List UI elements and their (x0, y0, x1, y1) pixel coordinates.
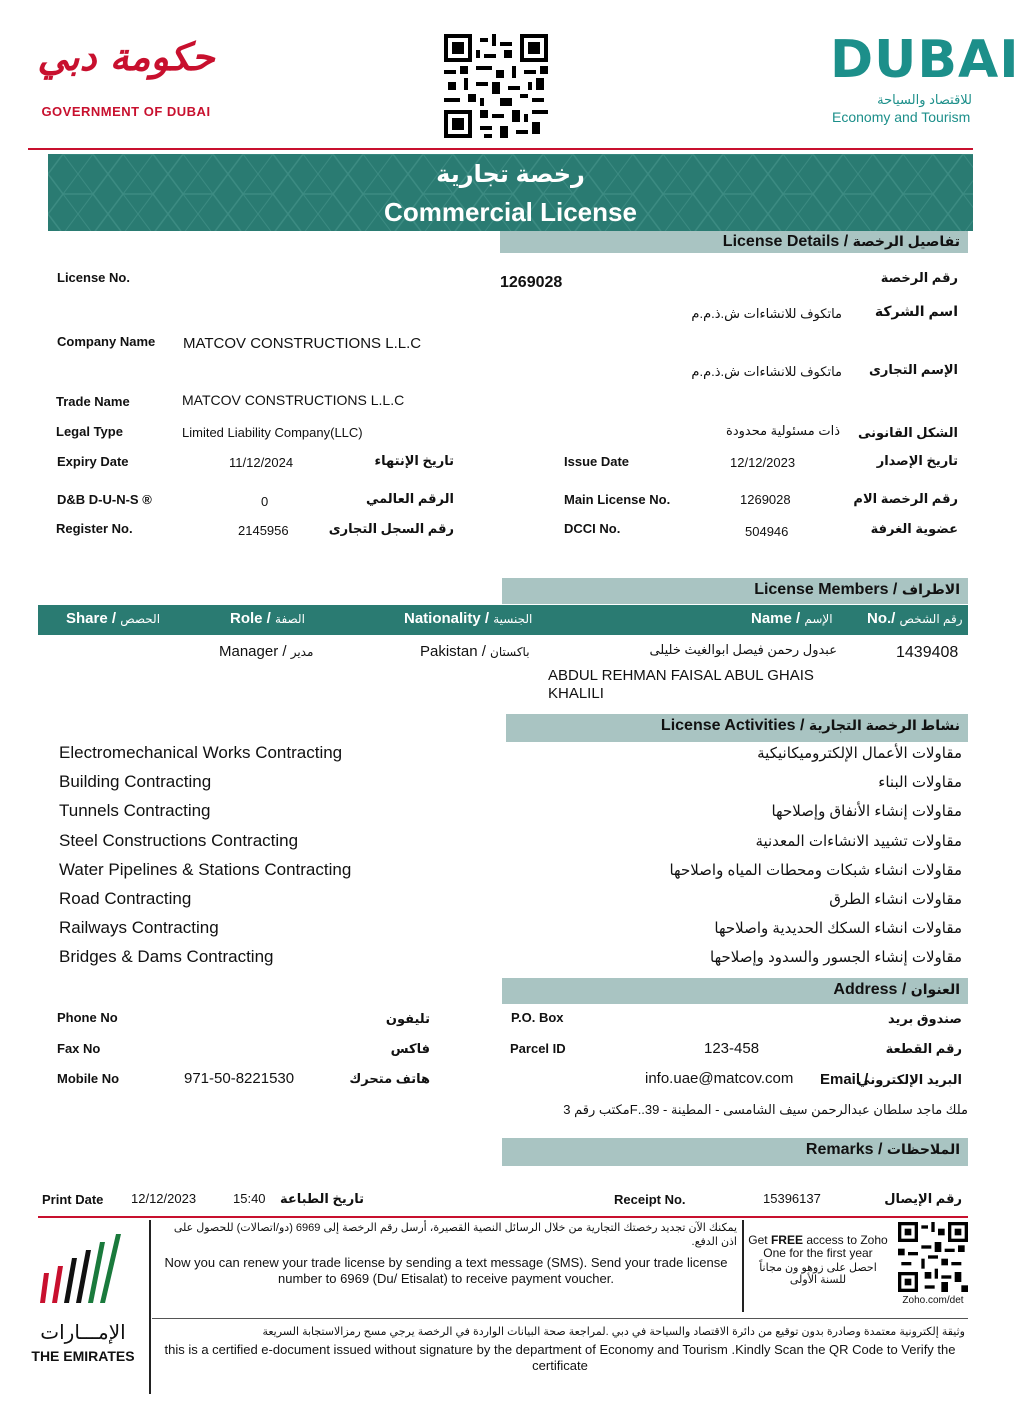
col-no-en: No./ (867, 610, 896, 627)
activity-item-ar: مقاولات تشييد الانشاءات المعدنية (755, 833, 962, 850)
mobile-label: Mobile No (57, 1071, 120, 1086)
dcci-no-value: 504946 (745, 524, 789, 539)
col-share-ar: الحصص (120, 612, 161, 626)
email-label-ar: البريد الإلكتروني (857, 1072, 962, 1087)
receipt-no-label-ar: رقم الإيصال (884, 1191, 962, 1206)
parcel-id-label-ar: رقم القطعة (885, 1041, 962, 1056)
register-no-value: 2145956 (238, 523, 289, 538)
mobile-value: 971-50-8221530 (184, 1070, 295, 1087)
po-box-label: P.O. Box (511, 1010, 564, 1025)
receipt-no-value: 15396137 (763, 1191, 821, 1206)
register-no-label-ar: رقم السجل التجارى (328, 521, 454, 536)
members-table-header (38, 605, 968, 635)
footer-red-rule (38, 1216, 968, 1218)
emirates-stripes-icon (30, 1228, 146, 1318)
legal-type-label-ar: الشكل القانونى (858, 425, 958, 440)
col-no-ar: رقم الشخص (899, 612, 963, 626)
sms-renewal-ar: يمكنك الآن تجديد رخصتك التجارية من خلال الرسائل النصية القصيرة، أرسل رقم الرخصة إلى 6969 (دو/اتصالات) للحصول على اذن الدفع. (173, 1222, 737, 1248)
certification-en: this is a certified e-document issued without signature by the department of Economy and Tourism .Kindly Scan the QR Code to Verify the certificate (164, 1342, 956, 1373)
main-license-value: 1269028 (740, 492, 791, 507)
zoho-qr-code-icon (898, 1222, 968, 1292)
col-no (867, 610, 963, 627)
issue-date-value: 12/12/2023 (730, 455, 796, 470)
member-role-ar: مدير (290, 645, 314, 659)
title-banner (48, 154, 973, 231)
trade-name-label-ar: الإسم التجارى (868, 362, 958, 377)
issue-date-label-ar: تاريخ الإصدار (876, 453, 958, 468)
address-heading (502, 978, 968, 1004)
activity-item-ar: مقاولات البناء (878, 774, 962, 791)
license-activities-heading (506, 714, 968, 742)
col-nationality-en: Nationality / (404, 610, 490, 627)
license-no-label-ar: رقم الرخصة (880, 270, 958, 285)
zoho-offer-free: FREE (770, 1233, 803, 1247)
activity-item-en: Railways Contracting (59, 918, 219, 937)
license-details-heading (500, 231, 968, 253)
zoho-offer-ar: احصل على زوهو ون مجاناً للسنة الأولى (759, 1262, 877, 1286)
col-nationality-ar: الجنسية (493, 612, 533, 626)
fax-label: Fax No (57, 1041, 101, 1056)
det-logo-english: Economy and Tourism (832, 109, 971, 125)
col-name-ar: الإسم (804, 612, 833, 626)
gov-logo-arabic: حكومة دبي (37, 34, 215, 79)
activities-heading-en: License Activities / (660, 717, 805, 734)
phone-label: Phone No (57, 1010, 118, 1025)
member-person-no: 1439408 (896, 644, 959, 661)
company-name-value: MATCOV CONSTRUCTIONS L.L.C (183, 335, 422, 352)
dcci-no-label: DCCI No. (564, 521, 621, 536)
col-role-en: Role / (230, 610, 271, 627)
qr-code-top-icon (444, 34, 548, 138)
dubai-det-logo (826, 30, 1020, 125)
banner-title-arabic: رخصة تجارية (436, 161, 585, 188)
print-date-value: 12/12/2023 (131, 1191, 197, 1206)
license-no-label: License No. (57, 270, 130, 285)
activities-heading-ar: نشاط الرخصة التجارية (808, 717, 960, 733)
full-address-ar: ملك ماجد سلطان عبدالرحمن سيف الشامسى - المطينة - 39..Fمكتب رقم 3 (563, 1102, 968, 1117)
col-role (230, 610, 305, 627)
certification-ar: وثيقة إلكترونية معتمدة وصادرة بدون توقيع من دائرة الاقتصاد والسياحة في دبي .لمراجعة صحة البيانات الواردة في الرخصة يرجي مسح رمزالاستجابة السريعة (262, 1326, 965, 1338)
the-emirates-logo (30, 1228, 146, 1378)
activity-item-en: Bridges & Dams Contracting (59, 947, 274, 966)
mobile-label-ar: هاتف متحرك (349, 1071, 430, 1086)
activity-item-ar: مقاولات إنشاء الأنفاق وإصلاحها (771, 803, 962, 820)
license-members-heading-text (754, 581, 960, 599)
col-share (66, 610, 160, 627)
member-nationality-ar: باكستان (490, 645, 530, 659)
dcci-no-label-ar: عضوية الغرفة (870, 521, 958, 536)
col-name (751, 610, 833, 627)
register-no-label: Register No. (56, 521, 133, 536)
issue-date-label: Issue Date (564, 454, 630, 469)
activity-item-en: Road Contracting (59, 889, 192, 908)
det-logo-arabic: للاقتصاد والسياحة (877, 92, 972, 107)
legal-type-value: Limited Liability Company(LLC) (182, 425, 363, 440)
parcel-id-value: 123-458 (704, 1040, 760, 1057)
zoho-offer-suffix: access to Zoho One for the first year (763, 1233, 888, 1260)
footer-mid-rule (152, 1318, 968, 1319)
member-nationality-en: Pakistan / (420, 643, 486, 660)
footer-vertical-rule (149, 1220, 151, 1394)
col-share-en: Share / (66, 610, 117, 627)
activity-item-ar: مقاولات انشاء الطرق (829, 891, 962, 908)
heading-en: License Details / (722, 233, 849, 250)
license-members-heading (502, 578, 968, 604)
license-activities-heading-text (661, 717, 960, 735)
activity-item-ar: مقاولات انشاء السكك الحديدية واصلاحها (714, 920, 962, 937)
license-details-heading-text (723, 233, 960, 251)
trade-name-value: MATCOV CONSTRUCTIONS L.L.C (182, 392, 405, 408)
parcel-id-label: Parcel ID (510, 1041, 566, 1056)
remarks-heading-text (806, 1141, 960, 1159)
activity-item-ar: مقاولات إنشاء الجسور والسدود وإصلاحها (710, 949, 962, 966)
banner-title-english: Commercial License (384, 197, 637, 227)
expiry-date-value: 11/12/2024 (229, 455, 294, 470)
activity-item-en: Water Pipelines & Stations Contracting (59, 860, 352, 879)
zoho-qr-code (898, 1222, 968, 1306)
members-heading-en: License Members / (754, 581, 898, 598)
zoho-offer-prefix: Get (748, 1233, 771, 1247)
email-label: Email / (820, 1071, 869, 1088)
trade-name-label: Trade Name (56, 394, 130, 409)
trade-name-ar: ماتكوف للانشاءات ش.ذ.م.م (691, 364, 842, 379)
qr-code-top (444, 34, 548, 138)
remarks-heading (502, 1138, 968, 1166)
duns-label-ar: الرقم العالمي (365, 491, 454, 506)
zoho-divider (742, 1220, 744, 1312)
member-name-ar: عبدول رحمن فيصل ابوالغيث خليلى (649, 642, 837, 657)
expiry-date-label: Expiry Date (57, 454, 129, 469)
license-no-value: 1269028 (500, 274, 563, 291)
emirates-logo-arabic: الإمـــارات (40, 1322, 126, 1344)
activity-item-en: Tunnels Contracting (59, 801, 211, 820)
legal-type-label: Legal Type (56, 424, 123, 439)
remarks-heading-en: Remarks / (805, 1141, 883, 1158)
legal-type-ar: ذات مسئولية محدودة (726, 423, 840, 438)
remarks-heading-ar: الملاحظات (886, 1141, 960, 1157)
activity-item-en: Building Contracting (59, 772, 212, 791)
fax-label-ar: فاكس (390, 1041, 430, 1056)
zoho-url[interactable]: Zoho.com/det (902, 1295, 964, 1306)
member-nationality (420, 643, 530, 660)
print-time-value: 15:40 (233, 1191, 266, 1206)
address-heading-en: Address / (833, 981, 907, 998)
members-heading-ar: الاطراف (901, 581, 960, 597)
sms-renewal-en: Now you can renew your trade license by sending a text message (SMS). Send your trade license number to 6969 (Du/ Etisalat) to receive payment voucher. (164, 1255, 728, 1286)
email-value[interactable]: info.uae@matcov.com (645, 1070, 794, 1087)
zoho-offer (748, 1234, 888, 1286)
header-red-rule (28, 148, 973, 150)
government-of-dubai-logo (36, 34, 216, 124)
member-name-en: ABDUL REHMAN FAISAL ABUL GHAIS KHALILI (548, 667, 814, 702)
dubai-logo-text: DUBAI (830, 30, 1020, 90)
phone-label-ar: تليفون (385, 1011, 430, 1026)
company-name-ar: ماتكوف للانشاءات ش.ذ.م.م (691, 306, 842, 321)
col-name-en: Name / (751, 610, 801, 627)
print-date-label-ar: تاريخ الطباعة (279, 1191, 364, 1206)
po-box-label-ar: صندوق بريد (887, 1011, 962, 1026)
company-name-label: Company Name (57, 334, 156, 349)
main-license-label: Main License No. (564, 492, 671, 507)
address-heading-ar: العنوان (910, 981, 960, 997)
duns-label: D&B D-U-N-S ® (57, 492, 152, 507)
expiry-date-label-ar: تاريخ الإنتهاء (374, 453, 454, 468)
col-role-ar: الصفة (275, 612, 305, 626)
heading-ar: تفاصيل الرخصة (852, 233, 960, 249)
activity-item-ar: مقاولات الأعمال الإلكتروميكانيكية (757, 745, 962, 762)
col-nationality (404, 610, 532, 627)
gov-logo-english: GOVERNMENT OF DUBAI (41, 104, 211, 119)
print-date-label: Print Date (42, 1192, 104, 1207)
activity-item-ar: مقاولات انشاء شبكات ومحطات المياه واصلاحها (669, 862, 962, 879)
emirates-logo-english: THE EMIRATES (31, 1348, 135, 1364)
main-license-label-ar: رقم الرخصة الام (853, 491, 958, 506)
member-role-en: Manager / (219, 643, 287, 660)
activity-item-en: Electromechanical Works Contracting (59, 743, 343, 762)
member-role (219, 643, 313, 660)
table-row (38, 636, 968, 706)
duns-value: 0 (261, 494, 269, 509)
receipt-no-label: Receipt No. (614, 1192, 686, 1207)
address-heading-text (833, 981, 960, 999)
company-name-label-ar: اسم الشركة (874, 303, 958, 319)
activity-item-en: Steel Constructions Contracting (59, 831, 299, 850)
